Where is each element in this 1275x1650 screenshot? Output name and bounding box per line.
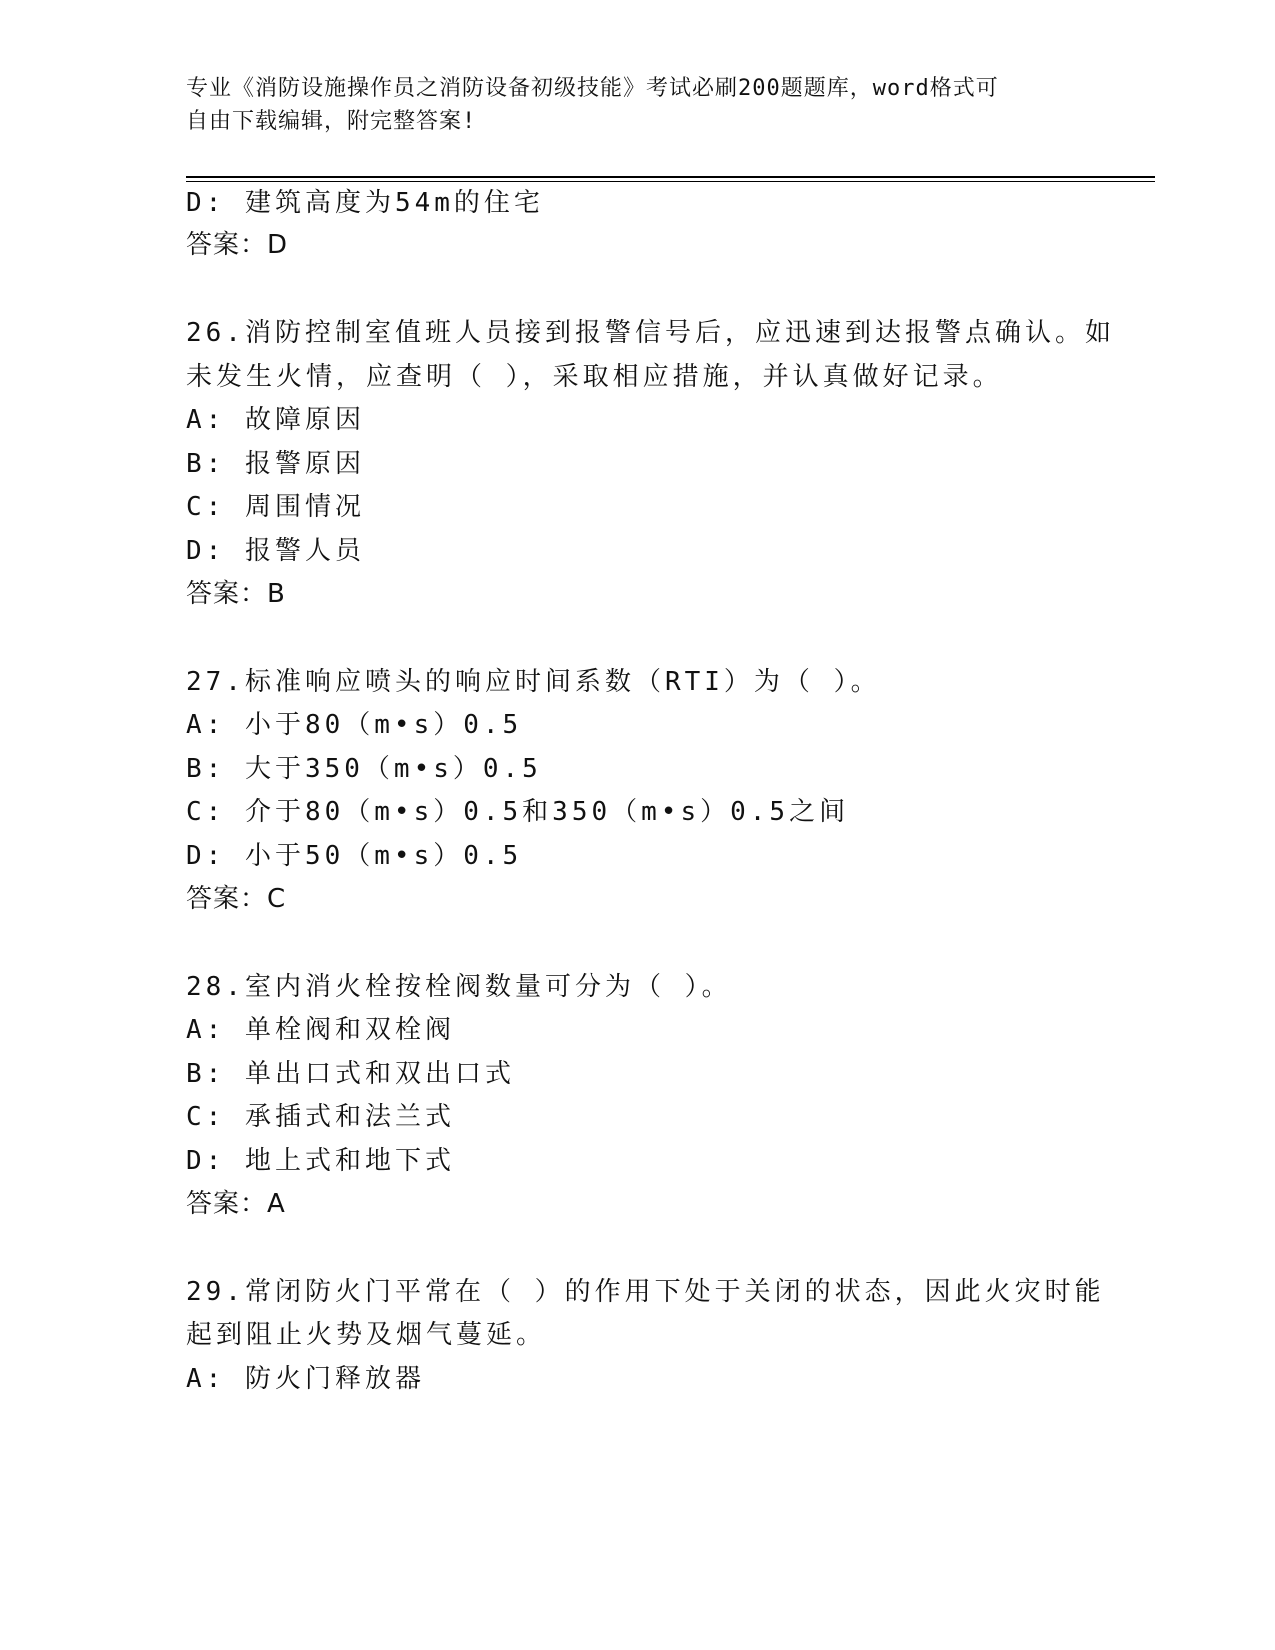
question-28-option-a: A: 单栓阀和双栓阀 — [186, 1015, 455, 1045]
header-line-2: 自由下载编辑，附完整答案! — [186, 109, 477, 134]
question-26-option-b: B: 报警原因 — [186, 449, 365, 479]
question-26-answer: 答案：B — [186, 579, 286, 609]
question-26-option-c: C: 周围情况 — [186, 492, 365, 522]
question-28-option-d: D: 地上式和地下式 — [186, 1146, 455, 1176]
question-29-stem-line-1: 29.常闭防火门平常在（ ）的作用下处于关闭的状态，因此火灾时能 — [186, 1277, 1105, 1307]
document-header — [186, 72, 1086, 138]
question-27-answer: 答案：C — [186, 884, 287, 914]
question-29-stem-line-2: 起到阻止火势及烟气蔓延。 — [186, 1320, 547, 1350]
question-28-answer: 答案：A — [186, 1189, 286, 1219]
question-28-option-b: B: 单出口式和双出口式 — [186, 1059, 515, 1089]
question-26-stem-line-2: 未发生火情，应查明（ ），采取相应措施，并认真做好记录。 — [186, 362, 1003, 392]
question-27-option-b: B: 大于350（m•s）0.5 — [186, 754, 542, 784]
question-27-option-d: D: 小于50（m•s）0.5 — [186, 841, 523, 871]
header-divider-thin — [186, 181, 1155, 182]
prev-question-answer: 答案：D — [186, 230, 289, 260]
question-29-option-a: A: 防火门释放器 — [186, 1364, 425, 1394]
question-26-option-a: A: 故障原因 — [186, 405, 365, 435]
question-26-stem-line-1: 26.消防控制室值班人员接到报警信号后，应迅速到达报警点确认。如 — [186, 318, 1115, 348]
header-line-1: 专业《消防设施操作员之消防设备初级技能》考试必刷200题题库，word格式可 — [186, 76, 999, 101]
prev-question-option-d: D: 建筑高度为54m的住宅 — [186, 188, 544, 218]
question-26-option-d: D: 报警人员 — [186, 536, 365, 566]
question-28-stem-line-1: 28.室内消火栓按栓阀数量可分为（ ）。 — [186, 972, 732, 1002]
question-27-stem-line-1: 27.标准响应喷头的响应时间系数（RTI）为（ ）。 — [186, 667, 881, 697]
question-28-option-c: C: 承插式和法兰式 — [186, 1102, 455, 1132]
header-divider-thick — [186, 176, 1155, 178]
question-27-option-a: A: 小于80（m•s）0.5 — [186, 710, 523, 740]
question-27-option-c: C: 介于80（m•s）0.5和350（m•s）0.5之间 — [186, 797, 850, 827]
